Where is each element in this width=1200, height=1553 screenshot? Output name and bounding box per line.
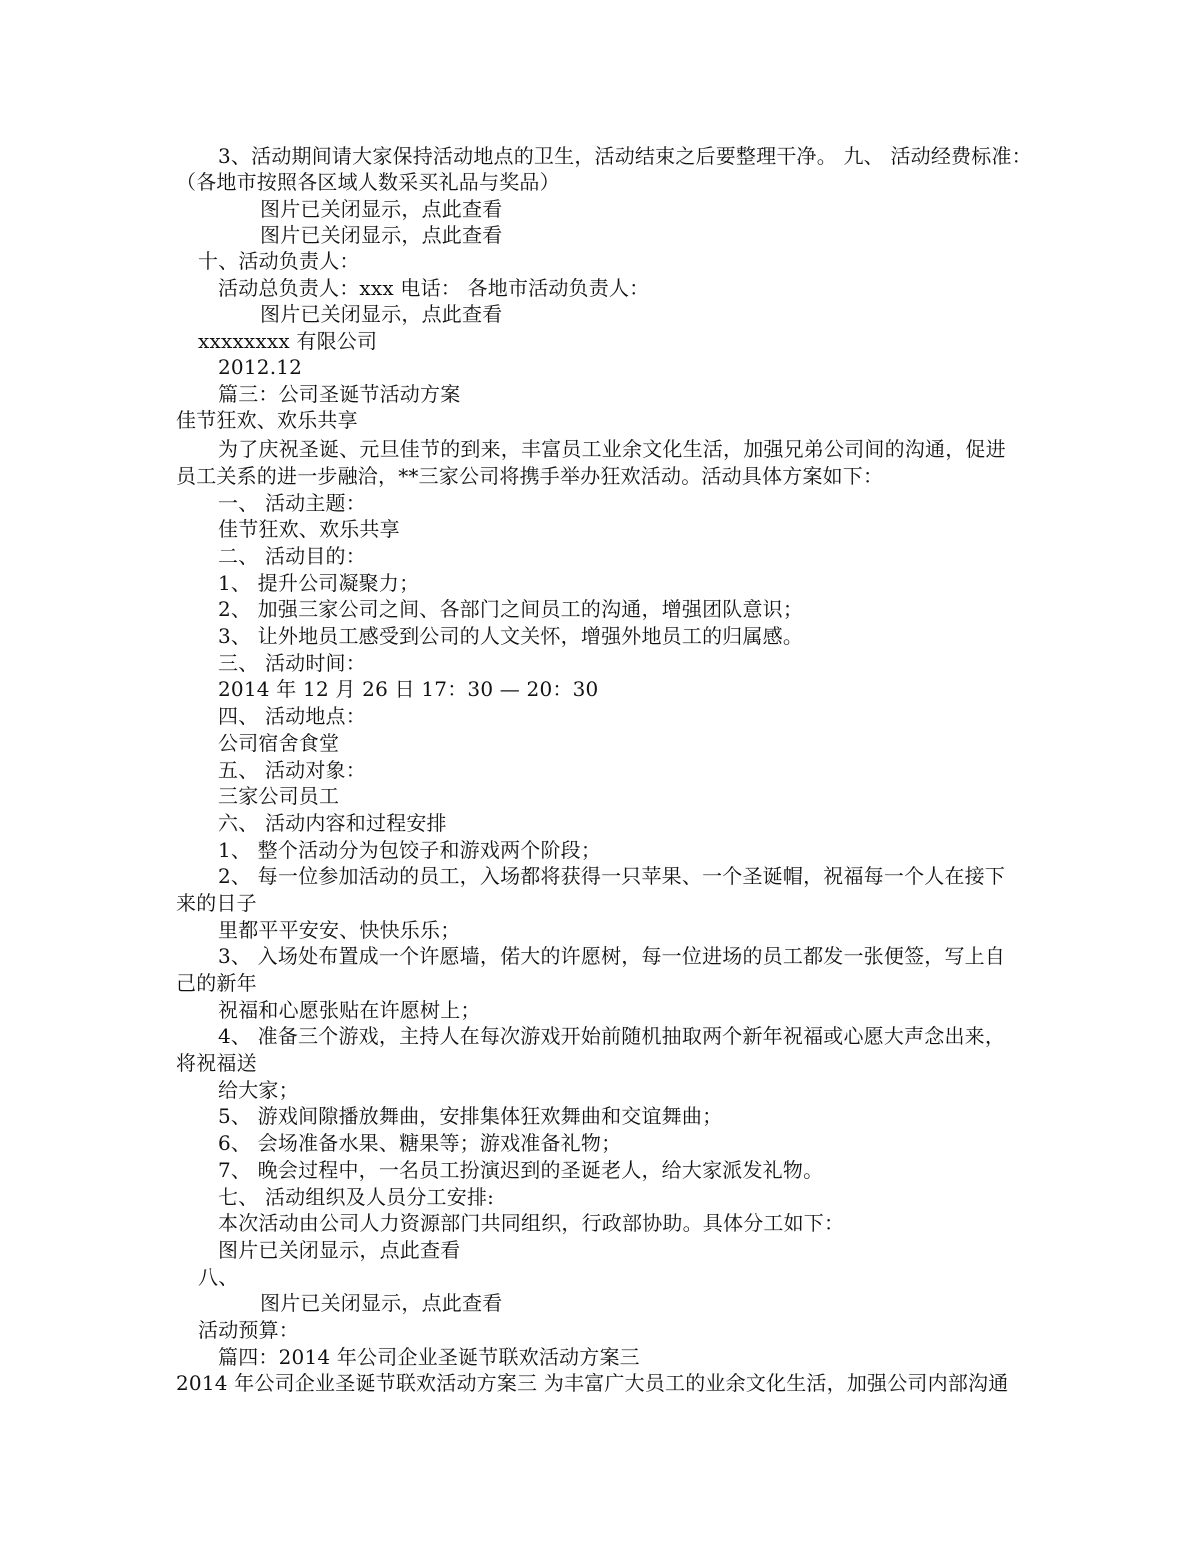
text-line: 2014 年 12 月 26 日 17：30 — 20：30 bbox=[218, 677, 599, 701]
text-line: 三家公司员工 bbox=[218, 784, 340, 808]
text-line: 2012.12 bbox=[218, 355, 303, 379]
section-heading: 三、 活动时间： bbox=[218, 651, 366, 675]
list-item: 2、 每一位参加活动的员工，入场都将获得一只苹果、一个圣诞帽，祝福每一个人在接下 bbox=[218, 864, 1006, 888]
text-line: 公司宿舍食堂 bbox=[218, 731, 340, 755]
text-line: 佳节狂欢、欢乐共享 bbox=[176, 408, 358, 432]
text-line: 祝福和心愿张贴在许愿树上； bbox=[218, 998, 481, 1022]
section-heading: 篇三：公司圣诞节活动方案 bbox=[218, 382, 461, 406]
section-heading: 七、 活动组织及人员分工安排: bbox=[218, 1185, 495, 1209]
section-heading: 二、 活动目的： bbox=[218, 544, 366, 568]
list-item: 6、 会场准备水果、糖果等；游戏准备礼物； bbox=[218, 1131, 622, 1155]
text-line: 里都平平安安、快快乐乐； bbox=[218, 918, 461, 942]
text-line: xxxxxxxx 有限公司 bbox=[198, 329, 378, 353]
text-line: 为了庆祝圣诞、元旦佳节的到来，丰富员工业余文化生活，加强兄弟公司间的沟通，促进 bbox=[218, 437, 1006, 461]
list-item: 5、 游戏间隙播放舞曲，安排集体狂欢舞曲和交谊舞曲； bbox=[218, 1104, 723, 1128]
list-item: 3、 让外地员工感受到公司的人文关怀，增强外地员工的归属感。 bbox=[218, 624, 804, 648]
section-heading: 八、 bbox=[198, 1265, 239, 1289]
image-placeholder-link[interactable]: 图片已关闭显示，点此查看 bbox=[260, 302, 503, 326]
text-line: 来的日子 bbox=[176, 891, 257, 915]
text-line: 3、活动期间请大家保持活动地点的卫生，活动结束之后要整理干净。 九、 活动经费标准： bbox=[218, 144, 1032, 168]
text-line: 2014 年公司企业圣诞节联欢活动方案三 为丰富广大员工的业余文化生活，加强公司内部沟通 bbox=[176, 1371, 1009, 1395]
text-line: 员工关系的进一步融洽，**三家公司将携手举办狂欢活动。活动具体方案如下： bbox=[176, 464, 884, 488]
image-placeholder-link[interactable]: 图片已关闭显示，点此查看 bbox=[260, 223, 503, 247]
list-item: 2、 加强三家公司之间、各部门之间员工的沟通，增强团队意识； bbox=[218, 597, 804, 621]
list-item: 1、 提升公司凝聚力； bbox=[218, 571, 420, 595]
text-line: 将祝福送 bbox=[176, 1051, 257, 1075]
text-line: 本次活动由公司人力资源部门共同组织，行政部协助。具体分工如下： bbox=[218, 1211, 845, 1235]
list-item: 4、 准备三个游戏，主持人在每次游戏开始前随机抽取两个新年祝福或心愿大声念出来， bbox=[218, 1024, 1006, 1048]
section-heading: 十、活动负责人： bbox=[198, 249, 360, 273]
section-heading: 五、 活动对象： bbox=[218, 758, 366, 782]
image-placeholder-link[interactable]: 图片已关闭显示，点此查看 bbox=[218, 1238, 461, 1262]
list-item: 7、 晚会过程中，一名员工扮演迟到的圣诞老人，给大家派发礼物。 bbox=[218, 1158, 824, 1182]
text-line: 给大家； bbox=[218, 1078, 299, 1102]
section-heading: 一、 活动主题： bbox=[218, 491, 366, 515]
text-line: 活动总负责人：xxx 电话： 各地市活动负责人： bbox=[218, 276, 650, 300]
section-heading: 篇四：2014 年公司企业圣诞节联欢活动方案三 bbox=[218, 1345, 640, 1369]
section-heading: 六、 活动内容和过程安排 bbox=[218, 811, 447, 835]
text-line: 活动预算： bbox=[198, 1318, 299, 1342]
list-item: 1、 整个活动分为包饺子和游戏两个阶段； bbox=[218, 838, 602, 862]
image-placeholder-link[interactable]: 图片已关闭显示，点此查看 bbox=[260, 1291, 503, 1315]
section-heading: 四、 活动地点： bbox=[218, 704, 366, 728]
text-line: 己的新年 bbox=[176, 971, 257, 995]
text-line: （各地市按照各区域人数采买礼品与奖品） bbox=[176, 170, 560, 194]
image-placeholder-link[interactable]: 图片已关闭显示，点此查看 bbox=[260, 197, 503, 221]
list-item: 3、 入场处布置成一个许愿墙，偌大的许愿树，每一位进场的员工都发一张便签，写上自 bbox=[218, 944, 1006, 968]
text-line: 佳节狂欢、欢乐共享 bbox=[218, 517, 400, 541]
